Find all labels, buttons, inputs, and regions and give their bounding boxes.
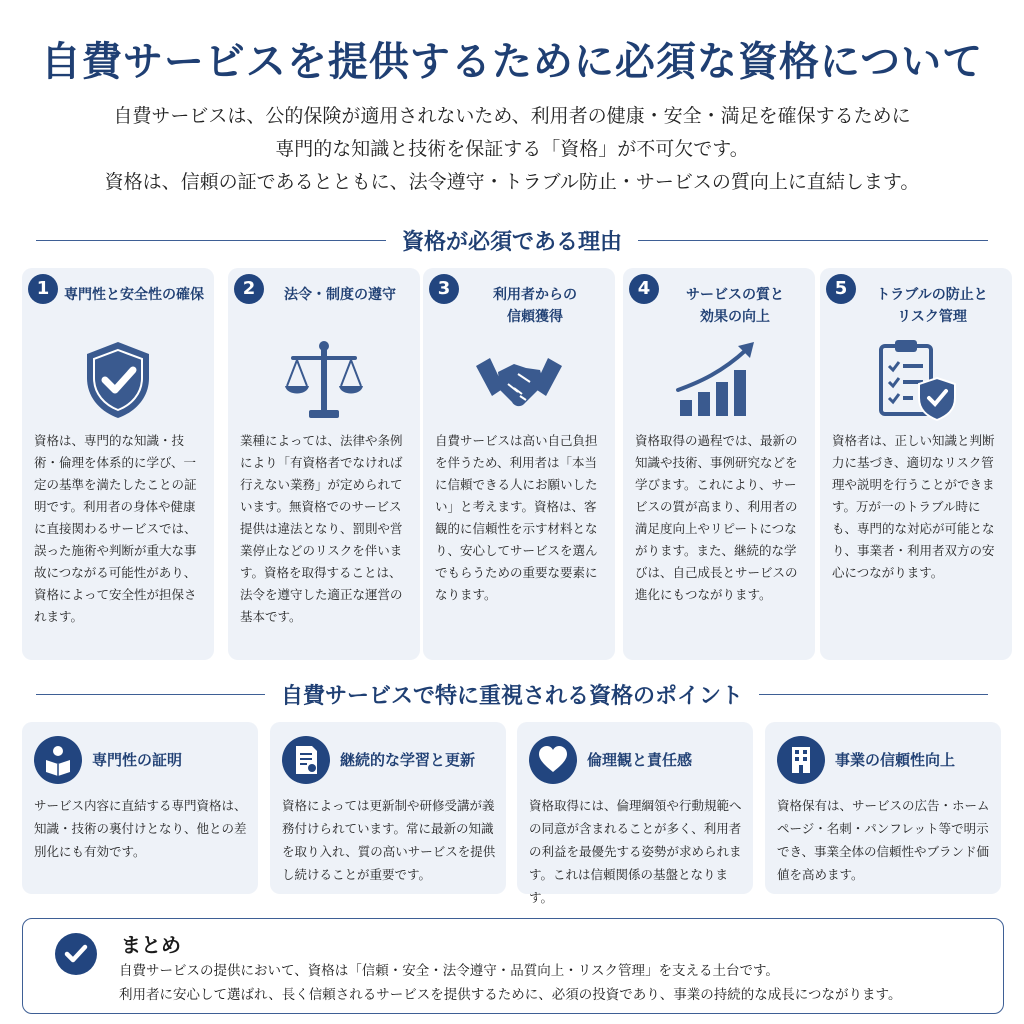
point-card-4: [765, 722, 1001, 894]
reason-title: トラブルの防止と リスク管理: [876, 287, 988, 325]
number-badge: 2: [234, 274, 264, 304]
point-title: 継続的な学習と更新: [340, 751, 476, 769]
summary-text: [119, 959, 901, 1007]
divider-line: [36, 694, 265, 695]
check-circle-icon: [55, 933, 97, 975]
reason-text: 業種によっては、法律や条例により「有資格者でなければ行えない業務」が定められています。無資格でのサービス提供は違法となり、罰則や営業停止などのリスクを伴います。資格を取得することは、法令を遵守した適正な運営の基本です。: [240, 433, 403, 624]
section-title: 資格が必須である理由: [402, 229, 623, 255]
reason-card-5: [820, 268, 1012, 660]
summary-line: 自費サービスの提供において、資格は「信頼・安全・法令遵守・品質向上・リスク管理」を支える土台です。: [119, 963, 779, 979]
reason-title: 法令・制度の遵守: [284, 287, 396, 303]
summary-box: [22, 918, 1004, 1014]
reason-card-3: [423, 268, 615, 660]
reason-text: 資格は、専門的な知識・技術・倫理を体系的に学び、一定の基準を満たしたことの証明です。利用者の身体や健康に直接関わるサービスでは、誤った施術や判断が重大な事故につながる可能性があり、資格によって安全性が担保されます。: [34, 433, 197, 624]
reason-text: 資格者は、正しい知識と判断力に基づき、適切なリスク管理や説明を行うことができます。万が一のトラブル時にも、専門的な対応が可能となり、事業者・利用者双方の安心につながります。: [832, 433, 995, 580]
shield-check-icon: [73, 338, 163, 422]
point-title: 専門性の証明: [92, 751, 183, 769]
reason-card-1: [22, 268, 214, 660]
summary-title: まとめ: [121, 933, 181, 957]
divider-line: [759, 694, 988, 695]
scales-icon: [279, 338, 369, 422]
intro-text: [0, 100, 1024, 199]
summary-line: 利用者に安心して選ばれ、長く信頼されるサービスを提供するために、必須の投資であり、事業の持続的な成長につながります。: [119, 987, 902, 1003]
intro-line: 専門的な知識と技術を保証する「資格」が不可欠です。: [275, 138, 749, 160]
divider-line: [638, 240, 988, 241]
intro-line: 資格は、信頼の証であるとともに、法令遵守・トラブル防止・サービスの質向上に直結します。: [104, 171, 920, 193]
growth-chart-icon: [674, 338, 764, 422]
point-text: 資格保有は、サービスの広告・ホームページ・名刺・パンフレット等で明示でき、事業全体の信頼性やブランド価値を高めます。: [777, 798, 990, 882]
number-badge: 3: [429, 274, 459, 304]
reason-text: 自費サービスは高い自己負担を伴うため、利用者は「本当に信頼できる人にお願いしたい」と考えます。資格は、客観的に信頼性を示す材料となり、安心してサービスを選んでもらうための重要な要素になります。: [435, 433, 598, 602]
point-text: サービス内容に直結する専門資格は、知識・技術の裏付けとなり、他との差別化にも有効です。: [34, 798, 247, 859]
reason-card-2: [228, 268, 420, 660]
point-text: 資格によっては更新制や研修受講が義務付けられています。常に最新の知識を取り入れ、質の高いサービスを提供し続けることが重要です。: [282, 798, 496, 882]
number-badge: 1: [28, 274, 58, 304]
building-icon: [777, 736, 825, 784]
point-title: 事業の信頼性向上: [835, 751, 956, 769]
number-badge: 5: [826, 274, 856, 304]
reason-title: 専門性と安全性の確保: [64, 287, 204, 303]
divider-line: [36, 240, 386, 241]
reason-card-4: [623, 268, 815, 660]
point-title: 倫理観と責任感: [587, 751, 693, 769]
point-card-3: [517, 722, 753, 905]
point-card-1: [22, 722, 258, 894]
point-card-2: [270, 722, 506, 894]
point-text: 資格取得には、倫理綱領や行動規範への同意が含まれることが多く、利用者の利益を最優先する姿勢が求められます。これは信頼関係の基盤となります。: [529, 798, 742, 905]
clipboard-shield-icon: [871, 338, 961, 422]
page-title: 自費サービスを提供するために必須な資格について: [40, 39, 984, 85]
handshake-icon: [474, 338, 564, 422]
intro-line: 自費サービスは、公的保険が適用されないため、利用者の健康・安全・満足を確保するために: [113, 105, 911, 127]
number-badge: 4: [629, 274, 659, 304]
certificate-document-icon: [282, 736, 330, 784]
reason-text: 資格取得の過程では、最新の知識や技術、事例研究などを学びます。これにより、サービスの質が高まり、利用者の満足度向上やリピートにつながります。また、継続的な学びは、自己成長とサービスの進化にもつながります。: [635, 433, 798, 602]
section-title: 自費サービスで特に重視される資格のポイント: [281, 683, 744, 709]
person-book-icon: [34, 736, 82, 784]
section-heading-reasons: [36, 224, 988, 256]
heart-icon: [529, 736, 577, 784]
section-heading-points: [36, 678, 988, 710]
reason-title: 利用者からの 信頼獲得: [493, 287, 577, 325]
reason-title: サービスの質と 効果の向上: [686, 287, 784, 325]
